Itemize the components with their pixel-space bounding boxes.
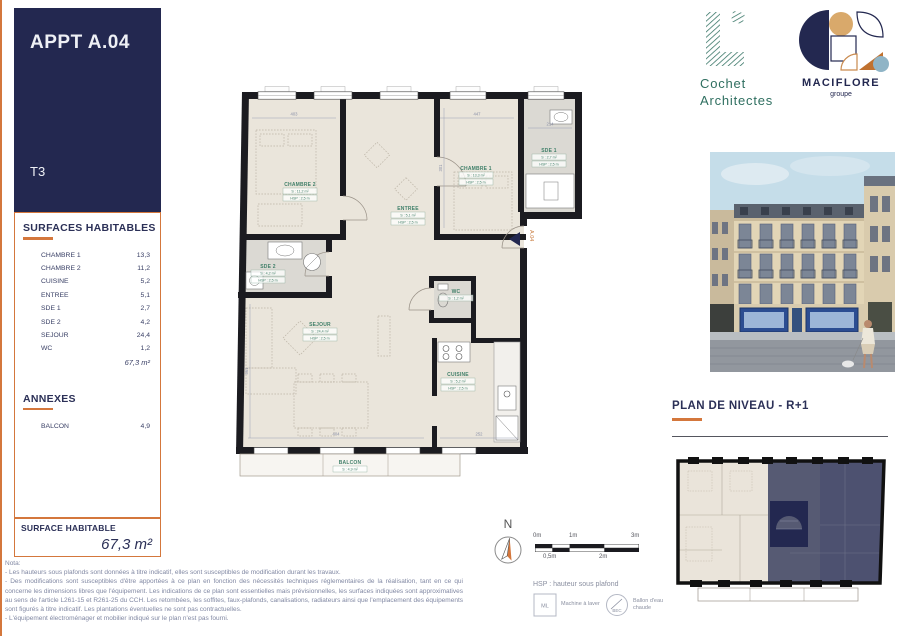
svg-text:S : 4,9 m²: S : 4,9 m² (342, 467, 358, 472)
svg-text:447: 447 (473, 111, 481, 117)
washing-machine-label: Machine à laver (561, 601, 600, 607)
cochet-architectes-wordmark: Cochet Architectes (700, 76, 774, 108)
annexes-table (41, 420, 150, 433)
floor-plan (228, 86, 606, 484)
table-row: CUISINE 5,2 (41, 278, 150, 286)
surfaces-total: 67,3 m² (124, 357, 150, 367)
svg-text:CHAMBRE 1: CHAMBRE 1 (460, 166, 492, 172)
nota-line: - Les hauteurs sous plafonds sont données à titre indicatif, elles sont susceptibles de modification durant les travaux. (5, 569, 341, 577)
svg-text:ML: ML (541, 603, 549, 610)
svg-text:N: N (503, 517, 513, 531)
level-plan-underline (672, 418, 702, 421)
room-label-chambre1 (459, 166, 493, 185)
svg-text:S : 1,2 m²: S : 1,2 m² (448, 296, 464, 301)
svg-text:MACIFLORE: MACIFLORE (802, 77, 880, 89)
svg-text:HSP : 2,5 m: HSP : 2,5 m (258, 278, 278, 283)
surface-habitable-label: SURFACE HABITABLE (21, 523, 116, 533)
svg-text:HSP : 2,5 m: HSP : 2,5 m (448, 386, 468, 391)
surfaces-table (41, 249, 150, 356)
nota-line: - L'équipement électroménager et mobilier indiqué sur le plan n'est pas fourni. (5, 615, 229, 623)
svg-text:ENTREE: ENTREE (397, 206, 419, 212)
scale-label: 0,5m (543, 554, 557, 560)
svg-text:HSP : 2,5 m: HSP : 2,5 m (398, 220, 418, 225)
svg-text:S : 4,2 m²: S : 4,2 m² (260, 271, 276, 276)
svg-text:A.04: A.04 (528, 230, 534, 242)
table-row: CHAMBRE 1 13,3 (41, 251, 150, 259)
building-photo (710, 152, 895, 372)
balcony (240, 454, 460, 476)
table-row: BALCON 4,9 (41, 423, 150, 431)
svg-text:403: 403 (290, 111, 298, 117)
svg-text:CHAMBRE 2: CHAMBRE 2 (284, 182, 316, 188)
level-plan-title: PLAN DE NIVEAU - R+1 (672, 400, 809, 412)
scale-bar (531, 533, 643, 563)
svg-text:214: 214 (546, 121, 554, 127)
svg-text:groupe: groupe (830, 91, 852, 98)
nota-line: - Des modifications sont susceptibles d'être apportées à ce plan en fonction des nécessités techniques réglementaires de la réalisation, tant en ce qui concerne les dimensions libres que l'équipement. Les indications de ce plan sont essentielles mais prévisionnelles, les surfaces indiquées sont approximatives au sens de l'article L261-15 et R261-25 du CCH. Les retombées, les soffites, faux-plafonds, canalisations, radiateurs ainsi que l'emplacement des équipements sont figurés à titre indicatif. Les plantations éventuelles ne sont pas contractuelles. (5, 578, 463, 614)
maciflore-logo (793, 8, 889, 100)
svg-text:S : 2,7 m²: S : 2,7 m² (541, 155, 557, 160)
north-arrow (488, 516, 528, 568)
table-row: SDE 2 4,2 (41, 318, 150, 326)
site-plan (670, 455, 892, 610)
surfaces-title-underline (23, 237, 53, 240)
scale-label: 1m (569, 533, 578, 539)
water-heater-icon (605, 593, 629, 617)
table-row: CHAMBRE 2 11,2 (41, 264, 150, 272)
surfaces-title: SURFACES HABITABLES (23, 222, 156, 234)
floor-fills (240, 96, 578, 450)
svg-text:CUISINE: CUISINE (447, 372, 469, 378)
room-label-chambre2 (283, 182, 317, 201)
svg-text:S : 5,1 m²: S : 5,1 m² (400, 213, 416, 218)
svg-text:BALCON: BALCON (338, 460, 362, 466)
hsp-legend-note: HSP : hauteur sous plafond (533, 581, 619, 588)
water-heater-label: Ballon d'eau chaude (633, 598, 664, 612)
surface-habitable-value: 67,3 m² (101, 536, 152, 553)
washing-machine-icon (533, 593, 557, 617)
surfaces-box (14, 212, 161, 518)
svg-text:HSP : 2,5 m: HSP : 2,5 m (539, 162, 559, 167)
svg-text:BEC: BEC (612, 608, 622, 613)
svg-text:SDE 2: SDE 2 (260, 264, 276, 270)
table-row: SDE 1 2,7 (41, 305, 150, 313)
apartment-header (14, 8, 161, 212)
svg-text:S : 5,2 m²: S : 5,2 m² (450, 379, 466, 384)
page-left-accent (0, 0, 2, 636)
svg-text:SEJOUR: SEJOUR (309, 322, 331, 328)
nota-title: Nota: (5, 560, 21, 567)
surface-habitable-box (14, 518, 161, 557)
apartment-type: T3 (30, 164, 46, 179)
nota-block (5, 559, 463, 624)
table-row: ENTREE 5,1 (41, 291, 150, 299)
svg-text:HSP : 2,5 m: HSP : 2,5 m (290, 196, 310, 201)
svg-text:404: 404 (332, 431, 340, 437)
svg-text:S : 24,4 m²: S : 24,4 m² (311, 329, 329, 334)
scale-label: 3m (631, 533, 640, 539)
svg-text:SDE 1: SDE 1 (541, 148, 557, 154)
legend (533, 593, 683, 623)
scale-label: 2m (599, 554, 608, 560)
table-row: WC 1,2 (41, 345, 150, 353)
svg-text:301: 301 (438, 164, 443, 172)
annexes-title: ANNEXES (23, 392, 76, 405)
level-plan-rule (672, 436, 888, 437)
scale-label: 0m (533, 533, 542, 539)
svg-text:HSP : 2,5 m: HSP : 2,5 m (466, 180, 486, 185)
svg-text:561: 561 (244, 367, 249, 375)
svg-text:WC: WC (451, 289, 461, 295)
annexes-title-underline (23, 408, 53, 411)
cochet-logo (700, 10, 752, 70)
svg-text:HSP : 2,5 m: HSP : 2,5 m (310, 336, 330, 341)
svg-text:S : 11,2 m²: S : 11,2 m² (291, 189, 309, 194)
svg-text:252: 252 (475, 431, 483, 437)
table-row: SEJOUR 24,4 (41, 331, 150, 339)
svg-text:S : 13,3 m²: S : 13,3 m² (467, 173, 485, 178)
apartment-title: APPT A.04 (30, 32, 130, 53)
